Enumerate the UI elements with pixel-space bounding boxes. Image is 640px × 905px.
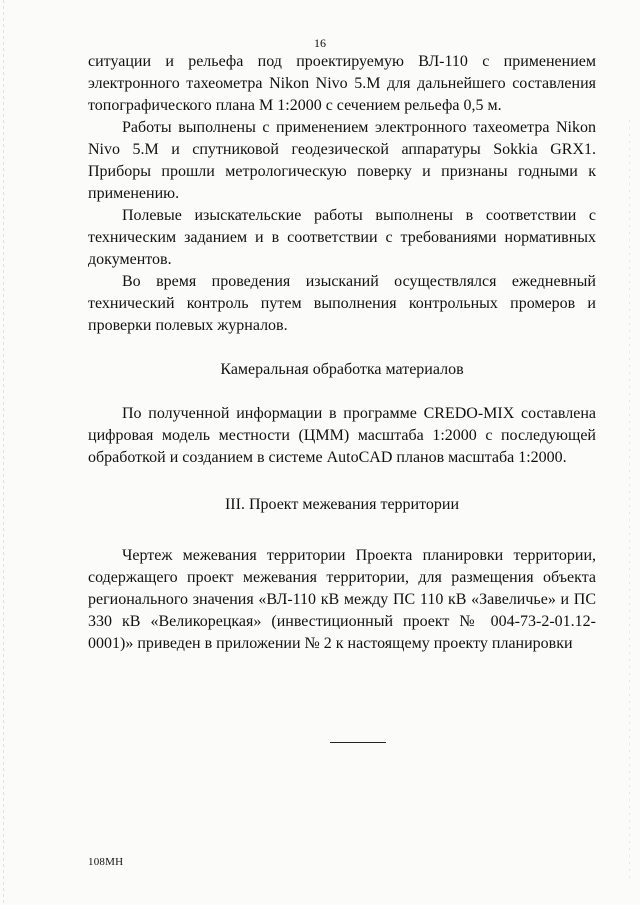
paragraph-camera-processing: По полученной информации в программе CREDO-MIX составлена цифровая модель местности (ЦММ) масштаба 1:2000 с последующей обработкой и созданием в системе AutoCAD планов масштаба 1:2000. <box>88 405 596 466</box>
paragraph-equipment: Работы выполнены с применением электронного тахеометра Nikon Nivo 5.M и спутниковой геодезической аппаратуры Sokkia GRX1. Приборы прошли метрологическую поверку и признаны годными к применению. <box>88 119 596 202</box>
scan-right-edge <box>629 120 630 880</box>
page-number: 16 <box>314 36 326 50</box>
footer-code: 108МН <box>88 856 124 868</box>
paragraph-field-work: Полевые изыскательские работы выполнены в соответствии с техническим заданием и в соответствии с требованиями нормативных документов. <box>88 207 596 268</box>
document-content <box>88 51 596 655</box>
scan-left-edge <box>3 0 4 905</box>
paragraph-control: Во время проведения изысканий осуществлялся ежедневный технический контроль путем выполнения контрольных промеров и проверки полевых журналов. <box>88 273 596 334</box>
paragraph-land-surveying: Чертеж межевания территории Проекта планировки территории, содержащего проект межевания территории, для размещения объекта регионального значения «ВЛ-110 кВ между ПС 110 кВ «Завеличье» и ПС 330 кВ «Великорецкая» (инвестиционный проект № 004-73-2-01.12-0001)» приведен в приложении № 2 к настоящему проекту планировки <box>88 547 596 652</box>
closing-divider <box>330 742 386 743</box>
section-title-land-surveying: III. Проект межевания территории <box>224 496 460 513</box>
section-title-camera-processing: Камеральная обработка материалов <box>220 361 464 378</box>
paragraph-situation: ситуации и рельефа под проектируемую ВЛ-110 с применением электронного тахеометра Nikon Nivo 5.M для дальнейшего составления топографического плана М 1:2000 с сечением рельефа 0,5 м. <box>88 53 596 114</box>
